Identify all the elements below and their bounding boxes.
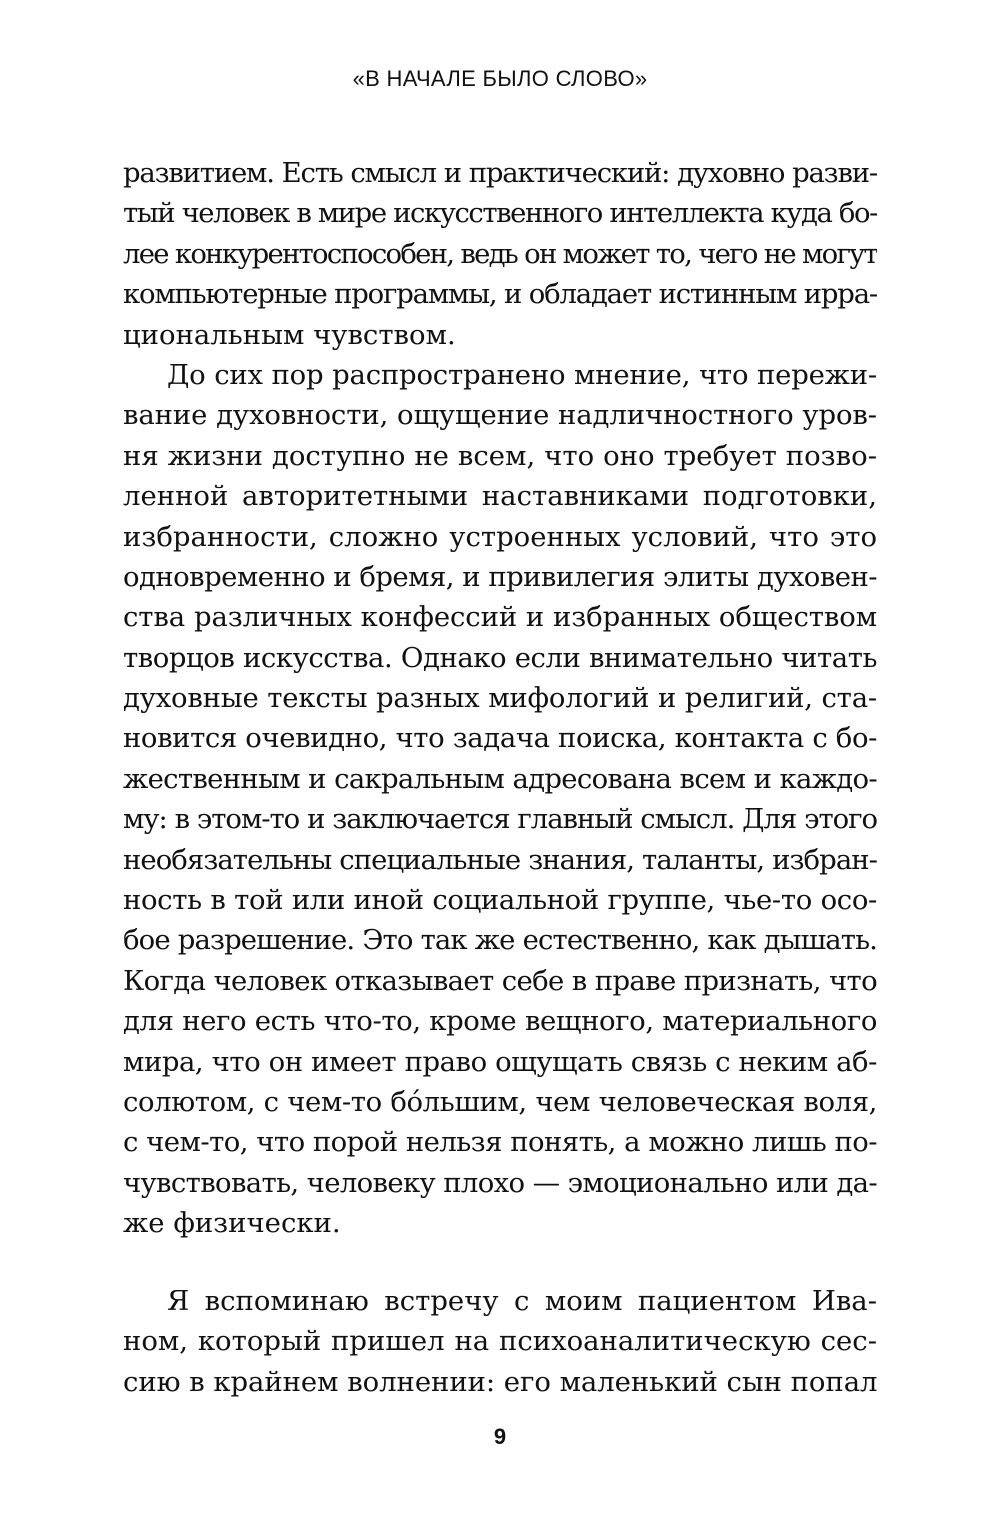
- text-line: сию в крайнем волнении: его маленький сын попал: [123, 1365, 877, 1398]
- text-line: компьютерные программы, и обладает истинным ирра-: [123, 278, 877, 311]
- text-line: одновременно и бремя, и привилегия элиты духовен-: [123, 560, 877, 593]
- text-line: ном, который пришел на психоаналитическую сес-: [123, 1325, 877, 1358]
- text-line: необязательны специальные знания, таланты, избран-: [123, 843, 877, 876]
- running-header-title: «В НАЧАЛЕ БЫЛО СЛОВО»: [352, 66, 648, 91]
- paragraph: [123, 153, 877, 355]
- section-text-block: [123, 1281, 877, 1402]
- text-line: духовные тексты разных мифологий и религий, ста-: [123, 682, 877, 715]
- text-line: солютом, с чем-то бóльшим, чем человеческая воля,: [123, 1085, 877, 1118]
- text-line: новится очевидно, что задача поиска, контакта с бо-: [123, 722, 877, 755]
- text-line: ня жизни доступно не всем, что оно требует позво-: [123, 439, 877, 472]
- text-line: циональным чувством.: [123, 318, 456, 351]
- paragraph: [123, 1281, 877, 1402]
- text-line: же физически.: [123, 1207, 341, 1240]
- text-line: чувствовать, человеку плохо — эмоционально или да-: [123, 1166, 877, 1199]
- text-line: с чем-то, что порой нельзя понять, а можно лишь по-: [123, 1126, 877, 1159]
- page-number: 9: [493, 1424, 507, 1449]
- text-line: Я вспоминаю встречу с моим пациентом Ива-: [167, 1285, 877, 1317]
- main-text-block: [123, 153, 877, 1244]
- text-line: для него есть что-то, кроме вещного, материального: [123, 1005, 877, 1038]
- text-line: вание духовности, ощущение надличностного уров-: [123, 399, 877, 432]
- text-line: лее конкурентоспособен, ведь он может то, чего не могут: [123, 237, 877, 270]
- text-line: жественным и сакральным адресована всем и каждо-: [123, 762, 877, 795]
- text-line: му: в этом-то и заключается главный смысл. Для этого: [123, 803, 877, 836]
- text-line: мира, что он имеет право ощущать связь с неким аб-: [123, 1045, 877, 1078]
- text-line: бое разрешение. Это так же естественно, как дышать.: [123, 924, 877, 957]
- text-line: тый человек в мире искусственного интеллекта куда бо-: [123, 197, 877, 230]
- text-line: ленной авторитетными наставниками подготовки,: [123, 480, 877, 513]
- text-line: Когда человек отказывает себе в праве признать, что: [123, 964, 877, 997]
- paragraph: [123, 355, 877, 1244]
- text-line: До сих пор распространено мнение, что пережи-: [167, 358, 877, 391]
- text-line: развитием. Есть смысл и практический: духовно разви-: [123, 157, 877, 189]
- text-line: избранности, сложно устроенных условий, что это: [123, 520, 877, 553]
- text-line: ность в той или иной социальной группе, чье-то осо-: [123, 884, 877, 917]
- text-line: ства различных конфессий и избранных обществом: [123, 601, 877, 634]
- text-line: творцов искусства. Однако если внимательно читать: [123, 641, 877, 674]
